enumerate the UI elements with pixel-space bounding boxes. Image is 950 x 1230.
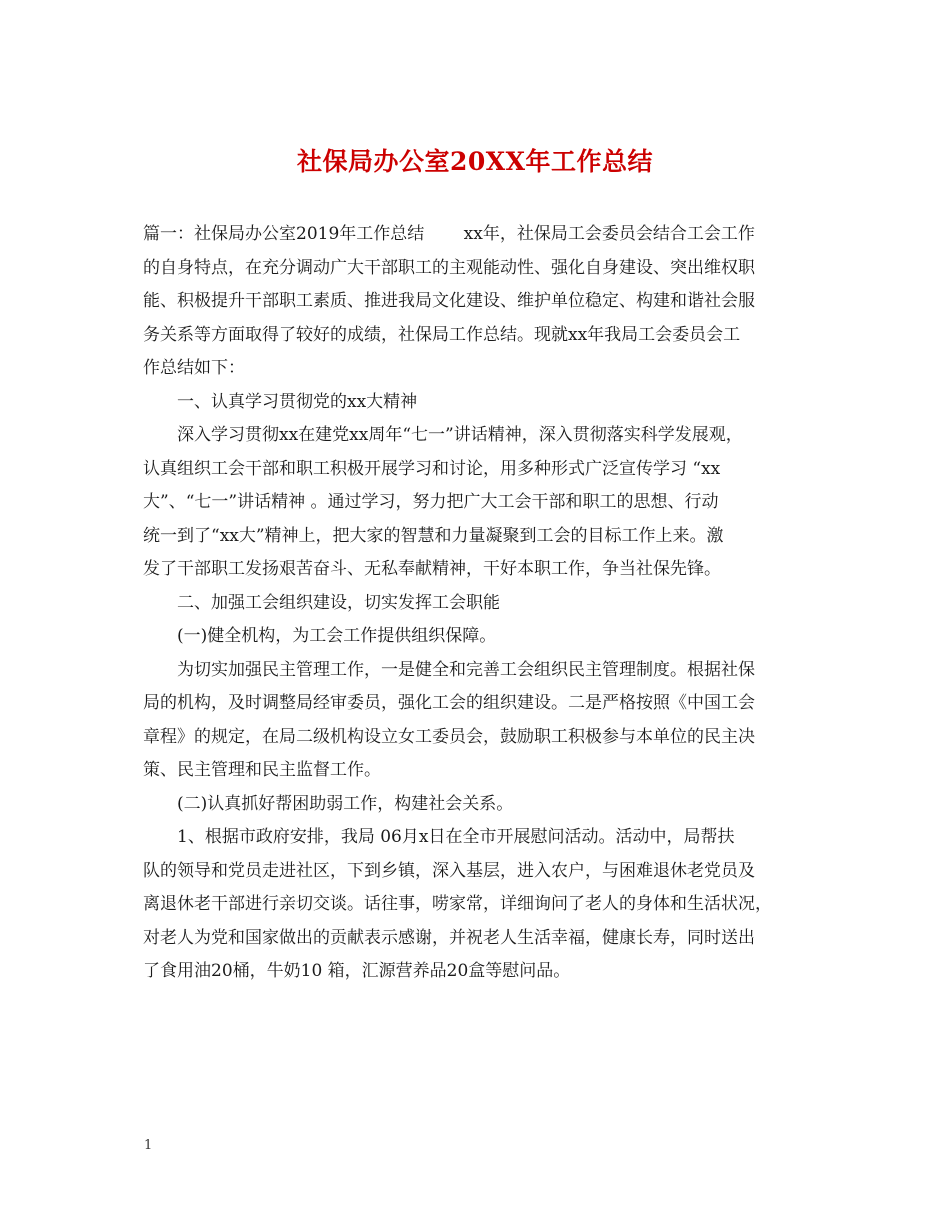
subsection-heading-1: (一)健全机构，为工会工作提供组织保障。 [177,626,497,646]
body-line-16: 章程》的规定，在局二级机构设立女工委员会，鼓励职工积极参与本单位的民主决 [143,726,755,747]
body-line-4: 务关系等方面取得了较好的成绩，社保局工作总结。现就xx年我局工会委员会工 [143,324,741,345]
section-heading-2: 二、加强工会组织建设，切实发挥工会职能 [177,592,500,613]
body-line-14: 为切实加强民主管理工作，一是健全和完善工会组织民主管理制度。根据社保 [177,659,755,680]
body-line-2: 的自身特点，在充分调动广大干部职工的主观能动性、强化自身建设、突出维权职 [143,257,755,278]
body-line-17: 策、民主管理和民主监督工作。 [143,760,381,780]
body-line-11: 发了干部职工发扬艰苦奋斗、无私奉献精神，干好本职工作，争当社保先锋。 [143,559,721,579]
body-line-8: 认真组织工会干部和职工积极开展学习和讨论，用多种形式广泛宣传学习 “xx [143,458,721,479]
document-body [143,218,811,989]
body-line-3: 能、积极提升干部职工素质、推进我局文化建设、维护单位稳定、构建和谐社会服 [143,291,755,311]
section-heading-1: 一、认真学习贯彻党的xx大精神 [177,391,418,412]
body-line-15: 局的机构，及时调整局经审委员，强化工会的组织建设。二是严格按照《中国工会 [143,693,755,713]
body-line-19: 1、根据市政府安排，我局 06月x日在全市开展慰问活动。活动中，局帮扶 [177,827,735,847]
page-number: 1 [144,1138,153,1153]
body-line-9: 大”、“七一”讲话精神 。通过学习，努力把广大工会干部和职工的思想、行动 [143,492,719,512]
body-line-23: 了食用油20桶，牛奶10 箱，汇源营养品20盒等慰问品。 [143,961,571,981]
body-line-7: 深入学习贯彻xx在建党xx周年“七一”讲话精神，深入贯彻落实科学发展观， [177,425,743,445]
body-line-21: 离退休老干部进行亲切交谈。话往事，唠家常，详细询问了老人的身体和生活状况， [143,894,772,914]
document-title: 社保局办公室20XX年工作总结 [296,147,654,176]
body-line-22: 对老人为党和国家做出的贡献表示感谢，并祝老人生活幸福，健康长寿，同时送出 [143,927,755,948]
body-line-20: 队的领导和党员走进社区，下到乡镇，深入基层，进入农户，与困难退休老党员及 [143,860,755,881]
body-line-1: 篇一：社保局办公室2019年工作总结 xx年，社保局工会委员会结合工会工作 [143,224,755,244]
subsection-heading-2: (二)认真抓好帮困助弱工作，构建社会关系。 [177,793,514,814]
body-line-5: 作总结如下： [143,358,245,378]
body-line-10: 统一到了“xx大”精神上，把大家的智慧和力量凝聚到工会的目标工作上来。激 [143,525,724,546]
